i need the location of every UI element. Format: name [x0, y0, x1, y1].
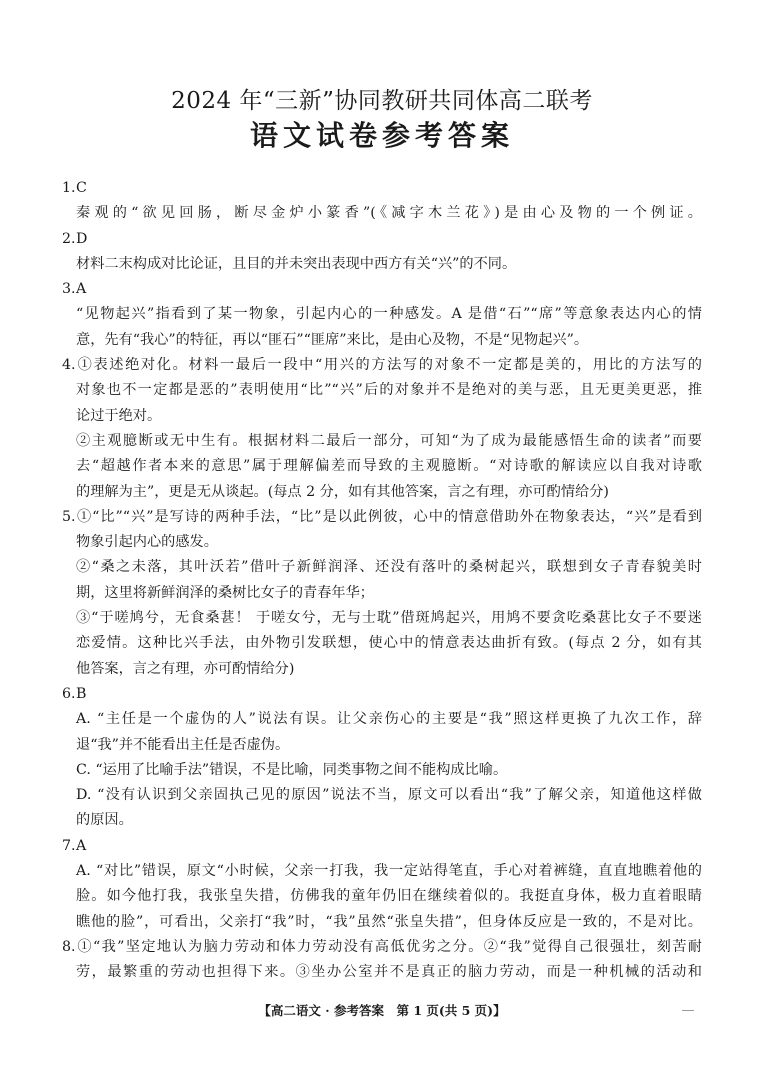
answer-5-line: ③“于嗟鸠兮，无食桑葚！ 于嗟女兮，无与士耽”借斑鸠起兴，用鸠不要贪吃桑葚比女子不要迷 [76, 610, 702, 627]
answer-4-line: ②主观臆断或无中生有。根据材料二最后一部分，可知“为了成为最能感悟生命的读者”而要 [76, 432, 702, 449]
answer-choice: D [76, 230, 88, 247]
answer-5-line: 他答案，言之有理，亦可酌情给分) [76, 660, 295, 677]
answer-number: 7. [62, 837, 76, 854]
answer-number: 1. [62, 180, 76, 196]
answer-number: 4. [62, 357, 76, 374]
answer-8-line: 8.①“我”坚定地认为脑力劳动和体力劳动没有高低优劣之分。②“我”觉得自己很强壮，刻苦耐 [62, 935, 702, 960]
answer-4-line: 去“超越作者本来的意思”属于理解偏差而导致的主观臆断。“对诗歌的解读应以自我对诗歌 [76, 458, 702, 475]
answer-4-line: 对象也不一定都是恶的”表明使用“比”“兴”后的对象并不是绝对的美与恶，且无更美更恶，推 [76, 382, 702, 399]
answer-choice: A [76, 837, 87, 854]
answer-1-header [62, 176, 702, 201]
answer-choice: B [76, 685, 87, 702]
answer-content [62, 176, 702, 986]
corner-mark [682, 1010, 694, 1011]
answer-number: 3. [62, 281, 76, 298]
answer-7-line: A. “对比”错误，原文“小时候，父亲一打我，我一定站得笔直，手心对着裤缝，直直地瞧着他的 [76, 863, 702, 880]
answer-6-line: 退“我”并不能看出主任是否虚伪。 [76, 736, 290, 753]
answer-6-line: C. “运用了比喻手法”错误，不是比喻，同类事物之间不能构成比喻。 [76, 761, 508, 778]
answer-6-line: A. “主任是一个虚伪的人”说法有误。让父亲伤心的主要是“我”照这样更换了九次工作，辞 [76, 711, 702, 728]
answer-3-line: “见物起兴”指看到了某一物象，引起内心的一种感发。A 是借“石”“席”等意象表达内心的情 [76, 306, 702, 323]
answer-1-explanation: 秦观的“欲见回肠，断尽金炉小篆香”(《减字木兰花》)是由心及物的一个例证。 [76, 205, 702, 222]
answer-4-line: 论过于绝对。 [76, 407, 162, 424]
answer-7-line: 脸。如今他打我，我张皇失措，仿佛我的童年仍旧在继续着似的。我挺直身体，极力直着眼睛 [76, 888, 702, 905]
answer-choice: C [76, 180, 87, 196]
answer-number: 8. [62, 938, 76, 955]
answer-3-line: 意，先有“我心”的特征，再以“匪石”“匪席”来比，是由心及物，不是“见物起兴”。 [76, 331, 589, 348]
answer-8-line: 劳，最繁重的劳动也担得下来。③坐办公室并不是真正的脑力劳动，而是一种机械的活动和 [76, 964, 702, 981]
answer-number: 2. [62, 230, 76, 247]
page-footer: 【高二语文 · 参考答案 第 1 页(共 5 页)】 [258, 1003, 506, 1018]
answer-4-line: 的理解为主”，更是无从谈起。(每点 2 分，如有其他答案，言之有理，亦可酌情给分) [76, 483, 609, 500]
answer-6-line: D. “没有认识到父亲固执己见的原因”说法不当，原文可以看出“我”了解父亲，知道他这样做 [76, 787, 702, 804]
answer-7-header [62, 834, 702, 859]
answer-5-line: 恋爱情。这种比兴手法，由外物引发联想，使心中的情意表达曲折有致。(每点 2 分，如有其 [76, 635, 702, 652]
exam-title: 2024 年“三新”协同教研共同体高二联考 [171, 88, 593, 114]
answer-4-line: 4.①表述绝对化。材料一最后一段中“用兴的方法写的对象不一定都是美的，用比的方法写的 [62, 353, 702, 378]
answer-7-line: 瞧他的脸”，可看出，父亲打“我”时，“我”虽然“张皇失措”，但身体反应是一致的，不是对比。 [76, 913, 702, 930]
answer-number: 6. [62, 685, 76, 702]
answer-5-line: 期，这里将新鲜润泽的桑树比女子的青春年华； [76, 584, 374, 601]
answer-2-header [62, 227, 702, 252]
answer-6-line: 的原因。 [76, 812, 133, 829]
answer-5-line: ②“桑之未落，其叶沃若”借叶子新鲜润泽、还没有落叶的桑树起兴，联想到女子青春貌美时 [76, 559, 702, 576]
answer-6-header [62, 682, 702, 707]
answer-5-line: 5.①“比”“兴”是写诗的两种手法，“比”是以此例彼，心中的情意借助外在物象表达，“兴”是看到 [62, 505, 702, 530]
answer-5-line: 物象引起内心的感发。 [76, 534, 218, 551]
answer-number: 5. [62, 508, 76, 525]
answer-choice: A [76, 281, 87, 298]
answer-2-explanation: 材料二末构成对比论证，且目的并未突出表现中西方有关“兴”的不同。 [76, 255, 517, 272]
answer-3-header [62, 277, 702, 302]
answer-key-title: 语文试卷参考答案 [249, 119, 514, 152]
